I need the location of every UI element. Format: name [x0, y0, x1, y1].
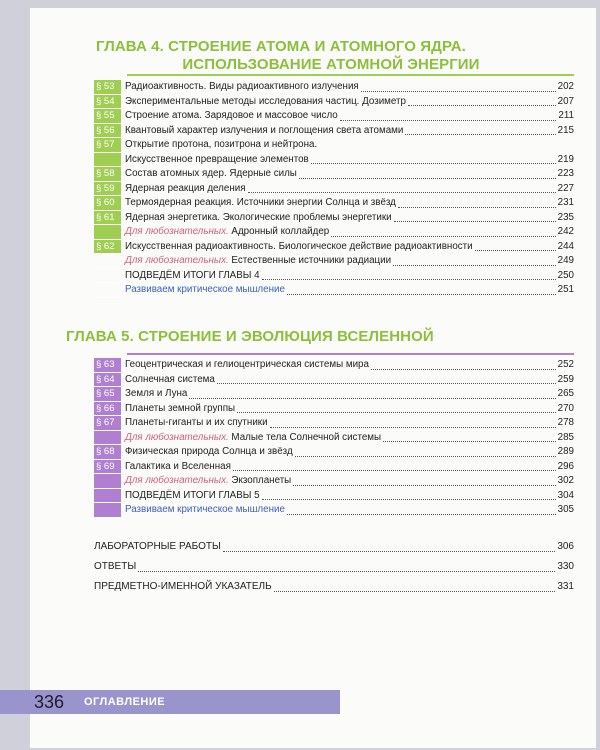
page-ref: 289 — [557, 446, 574, 457]
toc-entry — [94, 445, 574, 460]
leader-dots — [287, 294, 556, 295]
toc-entry-line — [125, 373, 574, 388]
section-number — [94, 269, 121, 284]
toc-entry — [94, 580, 574, 600]
page-ref: 304 — [557, 489, 574, 501]
leader-dots — [287, 514, 556, 515]
toc-entry — [94, 225, 574, 240]
toc-entry — [94, 240, 574, 255]
toc-entry-line — [125, 416, 574, 431]
toc-entry — [94, 269, 574, 284]
toc-entry-title: Развиваем критическое мышление — [125, 284, 285, 295]
toc-entry — [94, 153, 574, 168]
page-ref: 244 — [557, 240, 574, 252]
leader-dots — [270, 427, 556, 428]
toc-entry-text — [125, 402, 235, 417]
toc-entry-title: ПРЕДМЕТНО-ИМЕННОЙ УКАЗАТЕЛЬ — [94, 581, 272, 592]
toc-entry-text — [125, 373, 215, 388]
page-ref: 251 — [557, 284, 574, 295]
page-ref: 296 — [557, 460, 574, 472]
toc-entry-line — [125, 211, 574, 226]
page-ref: 235 — [557, 211, 574, 223]
toc-entry-title: Планеты-гиганты и их спутники — [125, 417, 268, 428]
toc-entry-text — [125, 167, 297, 182]
leader-dots — [274, 591, 556, 592]
toc-entry — [94, 109, 574, 124]
section-number: § 62 — [94, 240, 121, 255]
leader-dots — [331, 236, 555, 237]
page-ref: 331 — [557, 581, 574, 592]
toc-entry-text — [125, 254, 391, 269]
page-ref: 285 — [557, 431, 574, 443]
toc-entry-title: Строение атома. Зарядовое и массовое число — [125, 110, 338, 121]
leader-dots — [237, 412, 556, 413]
toc-entry-title: Адронный коллайдер — [228, 226, 330, 237]
section-number — [94, 283, 121, 298]
toc-entry — [94, 460, 574, 475]
page-ref: 265 — [557, 388, 574, 399]
toc-entry — [94, 373, 574, 388]
chapter5-title: ГЛАВА 5. СТРОЕНИЕ И ЭВОЛЮЦИЯ ВСЕЛЕННОЙ — [66, 328, 434, 345]
toc-entry-title: Земля и Луна — [125, 388, 188, 399]
leader-dots — [233, 470, 556, 471]
page-footer — [0, 690, 340, 714]
toc-entry — [94, 283, 574, 298]
section-number — [94, 431, 121, 446]
toc-entry — [94, 416, 574, 431]
toc-entry-title: Ядерная энергетика. Экологические проблемы энергетики — [125, 211, 392, 223]
leader-dots — [262, 499, 556, 500]
toc-entry-text — [125, 387, 187, 402]
toc-entry — [94, 402, 574, 417]
page-ref: 223 — [557, 168, 574, 179]
leader-dots — [408, 105, 556, 106]
toc-entry-title: Геоцентрическая и гелиоцентрическая системы мира — [125, 359, 369, 370]
toc-entry-title: Искусственная радиоактивность. Биологическое действие радиоактивности — [125, 240, 473, 252]
leader-dots — [311, 163, 556, 164]
toc-entry-line — [125, 109, 574, 124]
leader-dots — [223, 551, 555, 552]
toc-entry-text — [125, 503, 285, 518]
toc-entry-title: Естественные источники радиации — [228, 255, 392, 266]
toc-entry-text — [125, 211, 392, 226]
toc-entry-title: Планеты земной группы — [125, 402, 236, 414]
toc-entry — [94, 358, 574, 373]
toc-entry-text — [125, 182, 246, 197]
toc-entry — [94, 254, 574, 269]
toc-entry-text — [125, 474, 291, 489]
section-number: § 53 — [94, 80, 121, 95]
section-number — [94, 489, 121, 504]
toc-entry — [94, 196, 574, 211]
leader-dots — [475, 250, 556, 251]
toc-entry-text — [125, 225, 329, 240]
toc-entry-line — [125, 254, 574, 269]
toc-entry-line — [125, 358, 574, 373]
toc-entry-text — [125, 358, 369, 373]
page-ref: 278 — [557, 417, 574, 428]
toc-entry — [94, 503, 574, 518]
chapter5-divider — [127, 353, 574, 355]
toc-entry-title: Ядерная реакция деления — [125, 182, 246, 194]
toc-entry-text — [125, 196, 396, 211]
toc-entry-title: Искусственное превращение элементов — [125, 153, 309, 165]
toc-entry-title: Термоядерная реакция. Источники энергии Солнца и звёзд — [125, 197, 396, 208]
chapter4-divider — [127, 74, 574, 76]
leader-dots — [394, 221, 556, 222]
leader-dots — [383, 441, 556, 442]
toc-entry-line — [94, 560, 574, 575]
toc-entry-line — [125, 431, 574, 446]
toc-entry — [94, 387, 574, 402]
toc-entry-line — [125, 445, 574, 460]
page-ref: 330 — [557, 561, 574, 572]
leader-dots — [299, 178, 556, 179]
toc-entry-line — [125, 474, 574, 489]
section-number: § 59 — [94, 182, 121, 197]
page-ref: 242 — [557, 226, 574, 237]
page-ref: 202 — [557, 81, 574, 92]
leader-dots — [398, 207, 556, 208]
toc-entry — [94, 560, 574, 580]
for-curious-label: Для любознательных. — [125, 255, 229, 266]
section-number: § 63 — [94, 358, 121, 373]
toc-entry-line — [125, 402, 574, 417]
page-ref: 249 — [557, 255, 574, 266]
toc-entry — [94, 80, 574, 95]
toc-entry-title: Экзопланеты — [228, 475, 292, 486]
toc-entry-text — [125, 431, 381, 446]
toc-entry-line — [94, 540, 574, 555]
toc-entry-text — [125, 269, 260, 284]
section-number: § 69 — [94, 460, 121, 475]
leader-dots — [248, 192, 556, 193]
page-ref: 252 — [557, 359, 574, 370]
toc-entry-line — [125, 283, 574, 298]
toc-entry — [94, 124, 574, 139]
toc-entry-text — [125, 109, 338, 124]
section-number: § 61 — [94, 211, 121, 226]
chapter4-title-line2: ИСПОЛЬЗОВАНИЕ АТОМНОЙ ЭНЕРГИИ — [182, 56, 480, 73]
leader-dots — [340, 120, 557, 121]
toc-entry-line — [125, 460, 574, 475]
chapter5-toc — [94, 358, 574, 518]
toc-entry-text — [94, 580, 272, 595]
section-number: § 68 — [94, 445, 121, 460]
section-number: § 67 — [94, 416, 121, 431]
toc-entry-text — [125, 489, 260, 504]
leader-dots — [189, 398, 555, 399]
toc-entry — [94, 540, 574, 560]
section-number: § 54 — [94, 95, 121, 110]
section-number: § 58 — [94, 167, 121, 182]
toc-entry-title: ОТВЕТЫ — [94, 561, 137, 572]
toc-entry-title: Солнечная система — [125, 373, 215, 385]
toc-entry — [94, 138, 574, 153]
toc-entry-text — [125, 153, 309, 168]
chapter4-title — [96, 38, 566, 74]
section-number: § 64 — [94, 373, 121, 388]
section-number: § 65 — [94, 387, 121, 402]
toc-entry-title: Галактика и Вселенная — [125, 460, 231, 472]
toc-entry-line — [125, 225, 574, 240]
toc-entry-text — [94, 560, 136, 575]
section-number: § 66 — [94, 402, 121, 417]
toc-entry — [94, 431, 574, 446]
page-ref: 211 — [558, 110, 574, 121]
leader-dots — [262, 279, 556, 280]
toc-entry — [94, 211, 574, 226]
page-ref: 250 — [557, 269, 574, 281]
toc-entry-title: Экспериментальные методы исследования частиц. Дозиметр — [125, 95, 406, 107]
toc-entry — [94, 474, 574, 489]
section-number: § 56 — [94, 124, 121, 139]
toc-entry-title: Радиоактивность. Виды радиоактивного излучения — [125, 81, 359, 92]
leader-dots — [405, 134, 555, 135]
page-ref: 215 — [557, 124, 574, 136]
toc-entry-title: Квантовый характер излучения и поглощения света атомами — [125, 124, 404, 136]
page-ref: 305 — [557, 504, 574, 515]
toc-entry-line — [125, 269, 574, 284]
toc-entry-title: Открытие протона, позитрона и нейтрона. — [125, 139, 318, 150]
page-ref: 302 — [557, 475, 574, 486]
page-ref: 231 — [557, 197, 574, 208]
toc-entry-line — [125, 182, 574, 197]
toc-entry — [94, 489, 574, 504]
page-ref: 259 — [557, 373, 574, 385]
chapter4-toc — [94, 80, 574, 298]
toc-entry-line — [125, 240, 574, 255]
toc-entry-text — [125, 416, 268, 431]
toc-entry-text — [125, 460, 231, 475]
leader-dots — [371, 369, 556, 370]
leader-dots — [138, 571, 555, 572]
leader-dots — [293, 485, 555, 486]
toc-entry-title: Физическая природа Солнца и звёзд — [125, 446, 293, 457]
section-number — [94, 153, 121, 168]
toc-entry-line — [125, 138, 574, 153]
toc-entry-text — [125, 80, 359, 95]
toc-entry — [94, 167, 574, 182]
page-ref: 306 — [557, 541, 574, 552]
leader-dots — [393, 265, 556, 266]
toc-entry-line — [125, 124, 574, 139]
toc-entry-text — [125, 138, 317, 153]
footer-section-label: ОГЛАВЛЕНИЕ — [84, 696, 166, 708]
leader-dots — [295, 456, 556, 457]
toc-entry-text — [94, 540, 221, 555]
section-number — [94, 254, 121, 269]
toc-entry-title: Состав атомных ядер. Ядерные силы — [125, 168, 297, 179]
toc-entry-text — [125, 124, 403, 139]
for-curious-label: Для любознательных. — [125, 226, 229, 237]
page-number: 336 — [34, 692, 65, 712]
page-ref: 219 — [557, 153, 574, 165]
toc-entry-title: ПОДВЕДЁМ ИТОГИ ГЛАВЫ 5 — [125, 489, 260, 501]
toc-entry-line — [125, 95, 574, 110]
toc-entry — [94, 95, 574, 110]
toc-entry-line — [125, 196, 574, 211]
toc-entry-title: Развиваем критическое мышление — [125, 504, 285, 515]
page-ref: 270 — [557, 402, 574, 414]
page-ref: 207 — [557, 95, 574, 107]
toc-entry-line — [125, 489, 574, 504]
section-number — [94, 503, 121, 518]
section-number — [94, 225, 121, 240]
toc-entry-title: ЛАБОРАТОРНЫЕ РАБОТЫ — [94, 541, 221, 552]
toc-entry — [94, 182, 574, 197]
section-number: § 55 — [94, 109, 121, 124]
toc-entry-line — [125, 80, 574, 95]
toc-entry-text — [125, 445, 293, 460]
page-ref: 227 — [557, 182, 574, 194]
section-number — [94, 474, 121, 489]
toc-entry-line — [125, 153, 574, 168]
chapter4-title-line1: ГЛАВА 4. СТРОЕНИЕ АТОМА И АТОМНОГО ЯДРА. — [96, 38, 466, 55]
leader-dots — [217, 383, 556, 384]
toc-entry-text — [125, 240, 473, 255]
for-curious-label: Для любознательных. — [125, 475, 229, 486]
toc-entry-line — [125, 503, 574, 518]
backmatter — [94, 540, 574, 600]
toc-entry-text — [125, 283, 285, 298]
toc-entry-line — [125, 167, 574, 182]
leader-dots — [361, 91, 556, 92]
toc-entry-line — [125, 387, 574, 402]
page — [30, 8, 596, 748]
toc-entry-title: Малые тела Солнечной системы — [228, 431, 382, 443]
toc-entry-line — [94, 580, 574, 595]
toc-entry-text — [125, 95, 406, 110]
for-curious-label: Для любознательных. — [125, 431, 229, 443]
toc-entry-title: ПОДВЕДЁМ ИТОГИ ГЛАВЫ 4 — [125, 269, 260, 281]
section-number: § 60 — [94, 196, 121, 211]
section-number: § 57 — [94, 138, 121, 153]
